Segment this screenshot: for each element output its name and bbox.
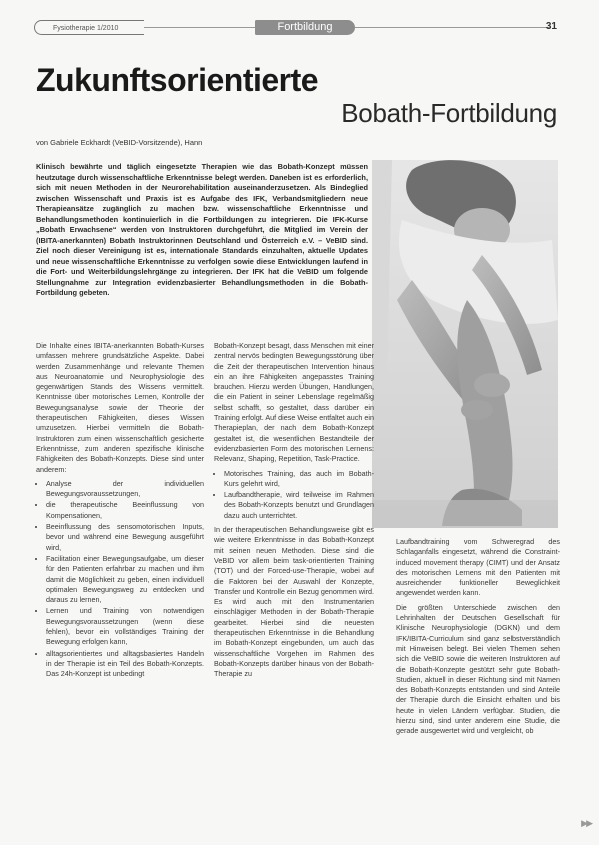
col1-list <box>36 479 204 680</box>
issue-label: Fysiotherapie 1/2010 <box>34 20 144 35</box>
column-3 <box>396 537 560 741</box>
col2-list <box>214 469 374 521</box>
byline: von Gabriele Eckhardt (VeBID-Vorsitzende), Hann <box>36 138 203 147</box>
list-item: • Motorisches Training, das auch im Bobath-Kurs gelehrt wird, <box>224 469 374 490</box>
col3-paragraph-2: Die größten Unterschiede zwischen den Lehrinhalten der Deutschen Gesellschaft für Klinische Neurophysiologie (DGKN) und dem IFK/IBITA-Curriculum sind ganz selbstverständlich mit Hinweisen belegt. Bei vielen Themen sehen sich die VeBID sowie die weiteren Instruktoren auf die Bobath-Konzepte gestützt sehr gute Bobath-Studien, aktuell in dieser Richtung sind mit Namen des Bobath-Konzepts entstanden und sind Anteile der Therapie durch die Einsicht erhalten und bis heute in vielen Ländern verfügbar. Studien, die hierzu sind, sind unter anderem eine Studie, die gerade ausgewertet wird und vergleicht, ob <box>396 602 560 736</box>
section-tab: Fortbildung <box>255 20 355 35</box>
list-item: • Laufbandtherapie, wird teilweise im Rahmen des Bobath-Konzepts benutzt und Grundlagen dazu auch unterrichtet. <box>224 490 374 521</box>
therapy-photo <box>372 160 558 528</box>
col3-paragraph: Laufbandtraining vom Schweregrad des Schlaganfalls eingesetzt, während die Constraint-induced movement therapy (CIMT) und der Ansatz des motorischen Lernens mit den Patienten mit ausreichender funktioneller Beweglichkeit angewendet werden kann. <box>396 537 560 598</box>
column-2 <box>214 341 374 684</box>
list-item: • Facilitation einer Bewegungsaufgabe, um dieser für den Patienten erfahrbar zu machen und ihm damit die Möglichkeit zu geben, einen individuell optimalen Bewegungsweg zu entdecken und daraus zu lernen, <box>46 554 204 605</box>
page-title: Zukunftsorientierte <box>36 62 319 98</box>
col1-paragraph: Die Inhalte eines IBITA-anerkannten Bobath-Kurses umfassen mehrere grundsätzliche Aspekte. Dabei werden Zusammenhänge und relevante Themen aus Neuroanatomie und Neurophysiologie des gegenwärtigen Stands des Wissens vermittelt. Kenntnisse über motorisches Lernen, Kontrolle der Bewegungsanalyse sowie der Theorie der therapeutischen Fähigkeiten, dieses Wissen umzusetzen. Hierbei vermitteln die Bobath-Instruktoren zum einen wissenschaftlich gesicherte Erkenntnisse, zum anderen spezifische klinische Fähigkeiten des Bobath-Konzepts. Diese sind unter anderem: <box>36 341 204 474</box>
col2-paragraph: Bobath-Konzept besagt, dass Menschen mit einer zentral nervös bedingten Bewegungsstörung über die Zeit der therapeutischen Intervention hinaus ein an ihre Fähigkeiten angepasstes Training brauchen. Hierzu werden Übungen, Handlungen, die ein Patient in seiner Lebenslage regelmäßig selbst schafft, so gestaltet, dass darüber ein Training erfolgt. Auf diese Weise entfaltet auch ein Therapieplan, der nach dem Bobath-Konzept gestaltet ist, die wesentlichen Bestandteile der evidenzbasierten Form des motorischen Lernens: Relevanz, Shaping, Repetition, Task-Practice. <box>214 341 374 464</box>
list-item: • alltagsorientiertes und alltagsbasiertes Handeln in der Therapie ist ein Teil des Bobath-Konzepts. Das 24h-Konzept ist unbedingt <box>46 649 204 680</box>
column-1 <box>36 341 204 684</box>
list-item: • Lernen und Training von notwendigen Bewegungsvoraussetzungen (wenn diese fehlen), bevor ein vollständiges Training der Bewegung erfolgen kann, <box>46 606 204 647</box>
col2-paragraph-2: In der therapeutischen Behandlungsweise gibt es wie weitere Erkenntnisse in das Bobath-Konzept mit seinen neuen Methoden. Diese sind die VeBID vor allem beim task-orientierten Training (TOT) und der Forced-use-Therapie, wobei auf die Faktoren bei der Auswahl der Konzepte, Transfer und Kontrolle ein Bezug genommen wird. Es wird auch mit den Instrumentarien einschlägiger Methoden in der Bobath-Therapie gearbeitet. Hierbei sind die neuesten therapeutischen Erkenntnisse in die Behandlung im Bobath-Konzept eingebunden, um auch das wissenschaftliche Vorgehen im Rahmen des Bobath-Konzepts darüber hinaus von der Bobath-Therapie zu <box>214 525 374 679</box>
list-item: • Analyse der individuellen Bewegungsvoraussetzungen, <box>46 479 204 500</box>
list-item: • Beeinflussung des sensomotorischen Inputs, bevor und während eine Bewegung ausgeführt wird, <box>46 522 204 553</box>
page-number: 31 <box>545 21 557 32</box>
intro-paragraph: Klinisch bewährte und täglich eingesetzte Therapien wie das Bobath-Konzept müssen heutzutage durch wissenschaftliche Erkenntnisse belegt werden. Daneben ist es erforderlich, sich mit neuen Methoden in der Neurorehabilitation auseinanderzusetzen. Als Bindeglied zwischen Wissenschaft und Praxis ist es Aufgabe des IFK, Verbandsmitgliedern neue Therapieansätze zugänglich zu machen bzw. wissenschaftliche Erkenntnisse und Behandlungsmethoden kontinuierlich in die Fortbildungen zu integrieren. Die IFK-Kurse „Bobath Erwachsene“ werden von Instruktoren durchgeführt, die Mitglied im Verein der (IBITA-anerkannten) Bobath Instruktorinnen Deutschland und Österreich e.V. – VeBID sind. Ziel noch dieser Vereinigung ist es, internationale Standards einzuhalten, aktuelle Updates und neue wissenschaftliche Erkenntnisse zu verfolgen sowie diese Entwicklungen laufend in die Fort- und Weiterbildungslehrgänge zu integrieren. Der IFK hat die VeBID um folgende Stellungnahme zur Integration evidenzbasierter Behandlungsmethoden in die Bobath-Fortbildung gebeten. <box>36 162 368 297</box>
list-item: • die therapeutische Beeinflussung von Kompensationen, <box>46 500 204 521</box>
page-subtitle: Bobath-Fortbildung <box>341 98 557 128</box>
continue-arrows-icon: ▶▶ <box>581 818 591 828</box>
